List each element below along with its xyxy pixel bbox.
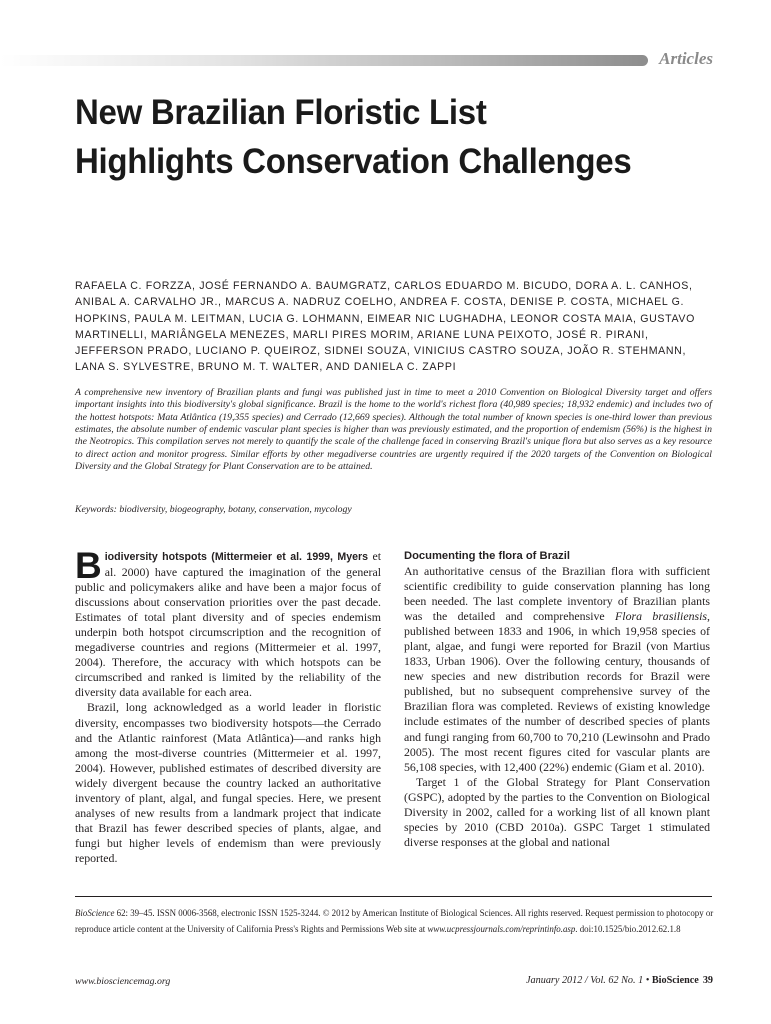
paragraph-2: Brazil, long acknowledged as a world leader in floristic diversity, encompasses two biodiversity hotspots—the Cerrado and the Atlantic rainforest (Mata Atlântica)—and ranks high among the most-diverse countries (Mittermeier et al. 1997, 2004). However, published estimates of described diversity are widely divergent because the country lacked an authoritative inventory of plant, algal, and fungal species. Here, we present analyses of new results from a landmark project that indicate that Brazil has fewer described species of plants, algae, and fungi but higher levels of endemism than were previously reported. xyxy=(75,700,381,865)
footer-journal-name: BioScience xyxy=(651,975,699,986)
issue-info xyxy=(526,975,713,986)
paragraph-3-italic: Flora brasiliensis xyxy=(615,609,708,624)
section-heading: Documenting the flora of Brazil xyxy=(404,550,570,562)
paragraph-3 xyxy=(404,564,710,775)
drop-cap: B xyxy=(75,545,102,586)
footnote-divider xyxy=(75,896,712,897)
page-number: 39 xyxy=(702,975,713,986)
abstract: A comprehensive new inventory of Brazilian plants and fungi was published just in time to meet a 2010 Convention on Biological Diversity target and offers important insights into this biodiversity's global significance. Brazil is the home to the world's richest flora (40,989 species; 18,932 endemic) and includes two of the hottest hotspots: Mata Atlântica (19,355 species) and Cerrado (12,669 species). Although the total number of known species is one-third lower than previous estimates, the absolute number of endemic vascular plant species is higher than was previously estimated, and the proportion of endemism (56%) is the highest in the Neotropics. This compilation serves not merely to quantify the scale of the challenge faced in conserving Brazil's unique flora but also serves as a key resource to direct action and monitor progress. Similar efforts by other megadiverse countries are urgently required if the 2020 targets of the Convention on Biological Diversity and the Global Strategy for Plant Conservation are to be attained. xyxy=(75,387,712,473)
paragraph-1-text: et al. 2000) have captured the imagination of the general public and policymakers alike and have been a major focus of discussions about conservation priorities over the past decade. Estimates of total plant diversity and of species endemism underpin both hotspot circumscription and the recognition of megadiverse countries and regions (Mittermeier et al. 1997, 2004). Therefore, the accuracy with which hotspots can be circumscribed and ranked is limited by the reliability of the diversity data available for each area. xyxy=(75,549,381,700)
section-label: Articles xyxy=(659,49,713,68)
footnote-journal: BioScience xyxy=(75,908,115,918)
article-title: New Brazilian Floristic List Highlights Conservation Challenges xyxy=(75,92,632,181)
author-list: RAFAELA C. FORZZA, JOSÉ FERNANDO A. BAUMGRATZ, CARLOS EDUARDO M. BICUDO, DORA A. L. CANHOS, ANIBAL A. CARVALHO JR., MARCUS A. NADRUZ COELHO, ANDREA F. COSTA, DENISE P. COSTA, MICHAEL G. HOPKINS, PAULA M. LEITMAN, LUCIA G. LOHMANN, EIMEAR NIC LUGHADHA, LEONOR COSTA MAIA, GUSTAVO MARTINELLI, MARIÂNGELA MENEZES, MARLI PIRES MORIM, ARIANE LUNA PEIXOTO, JOSÉ R. PIRANI, JEFFERSON PRADO, LUCIANO P. QUEIROZ, SIDNEI SOUZA, VINICIUS CASTRO SOUZA, JOÃO R. STEHMANN, LANA S. SYLVESTRE, BRUNO M. T. WALTER, AND DANIELA C. ZAPPI xyxy=(75,280,695,374)
paragraph-4: Target 1 of the Global Strategy for Plant Conservation (GSPC), adopted by the parties to the Convention on Biological Diversity in 2002, called for a working list of all known plant species by 2010 (CBD 2010a). GSPC Target 1 stimulated diverse responses at the global and national xyxy=(404,774,710,849)
section-header-bar xyxy=(0,55,648,66)
intro-paragraph xyxy=(75,545,381,700)
website-link[interactable]: www.biosciencemag.org xyxy=(75,976,171,987)
body-column-left xyxy=(75,545,381,866)
footnote-doi: . doi:10.1525/bio.2012.62.1.8 xyxy=(575,923,681,934)
citation-footnote xyxy=(75,906,715,937)
paragraph-3-text-a: An authoritative census of the Brazilian flora with sufficient scientific credibility to guide conservation planning has long been needed. The last complete inventory of Brazilian plants was the detailed and comprehensive xyxy=(404,564,710,624)
paragraph-3-text-b: , published between 1833 and 1906, in which 19,958 species of plant, algae, and fungi were reported for Brazil (von Martius 1833, Urban 1906). Over the following century, thousands of new species and new distribution records for Brazil were published, but no subsequent comprehensive survey of the Brazilian flora was completed. Reviews of existing knowledge include estimates of the number of described species of plants and fungi ranging from 60,700 to 70,210 (Lewinsohn and Prado 2005). The most recent figures cited for vascular plants are 56,108 species, with 12,400 (22%) endemic (Giam et al. 2010). xyxy=(404,609,710,774)
footnote-url[interactable]: www.ucpressjournals.com/reprintinfo.asp xyxy=(427,923,576,934)
body-column-right xyxy=(404,549,710,850)
issue-date: January 2012 / Vol. 62 No. 1 • xyxy=(526,975,652,986)
lead-in-text: iodiversity hotspots (Mittermeier et al. 1999, Myers xyxy=(104,551,368,563)
footnote-citation: 62: 39–45. ISSN 0006-3568, electronic ISSN 1525-3244. © 2012 by American Institute of Biological Sciences. All rights reserved. Request permission to photocopy or reproduce article content at the University of California Press's Rights and Permissions Web site at xyxy=(75,908,714,934)
keywords: Keywords: biodiversity, biogeography, botany, conservation, mycology xyxy=(75,504,352,515)
